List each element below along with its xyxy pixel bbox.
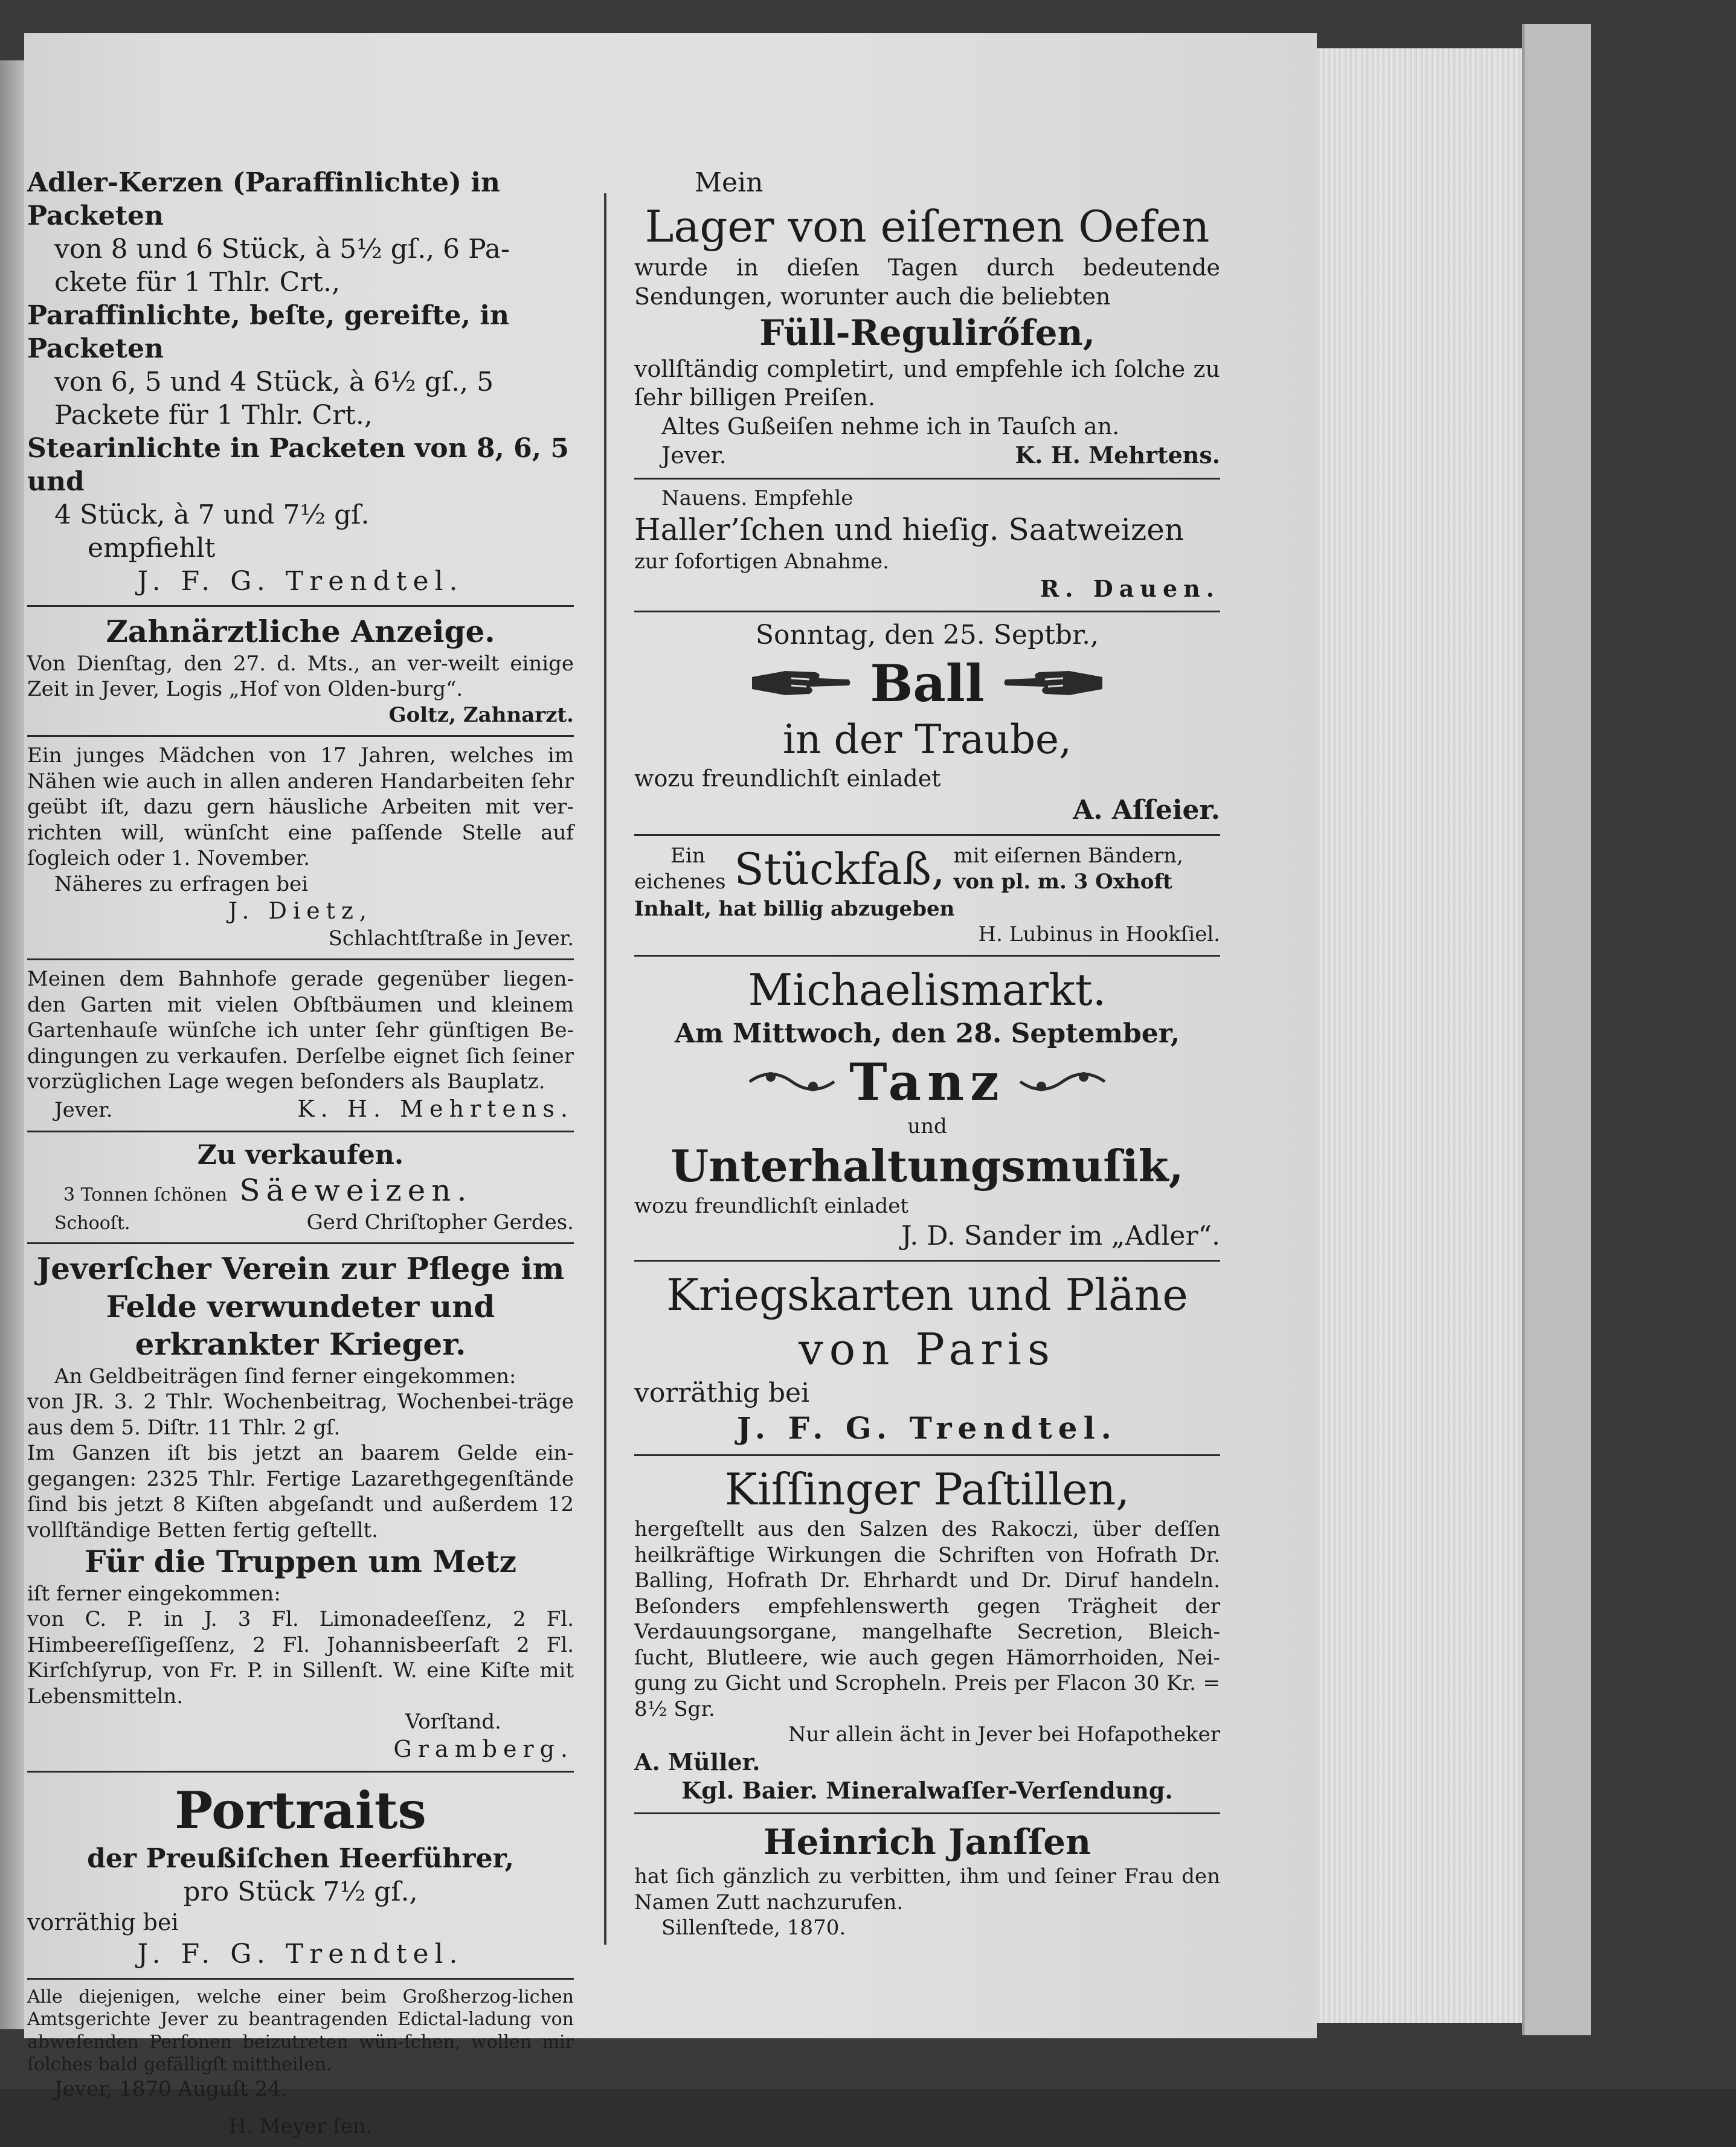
janssen-title: Heinrich Janſſen: [763, 1821, 1091, 1863]
michaelis-und: und: [907, 1114, 947, 1138]
book-page-edges: [1317, 48, 1522, 2023]
ad-maedchen: [27, 737, 574, 960]
garten-signature: K. H. Mehrtens.: [297, 1095, 574, 1122]
book-cover-board: [1522, 24, 1591, 2035]
right-column: [634, 160, 1220, 1948]
fass-ein: Ein: [670, 844, 706, 868]
zahnarzt-signature: Goltz, Zahnarzt.: [388, 702, 574, 727]
ad-verkaufen: [27, 1132, 574, 1244]
michaelis-tanz: Tanz: [849, 1051, 1005, 1112]
fass-eichenes: eichenes: [634, 869, 726, 894]
ad-garten: [27, 960, 574, 1132]
adler-line-3: ckete für 1 Thlr. Crt.,: [54, 267, 340, 298]
ad-portraits: [27, 1773, 574, 1980]
kissinger-nur: Nur allein ächt in Jever bei Hofapotheker: [788, 1722, 1220, 1747]
saatweizen-head: Nauens. Empfehle: [661, 486, 854, 510]
adler-line-6: Packete für 1 Thlr. Crt.,: [54, 400, 373, 431]
saatweizen-body: zur ſofortigen Abnahme.: [634, 549, 889, 574]
fass-body: Inhalt, hat billig abzugeben: [634, 896, 955, 921]
verein-title: Jeverſcher Verein zur Pflege im Felde verwundeter und erkrankter Krieger.: [36, 1251, 565, 1362]
verein-body-2: von JR. 3. 2 Thlr. Wochenbeitrag, Wochenbei-träge aus dem 5. Diſtr. 11 Thlr. 2 gſ.: [27, 1390, 574, 1440]
ball-title: Ball: [870, 653, 985, 713]
verkaufen-signature: Gerd Chriſtopher Gerdes.: [306, 1210, 574, 1234]
michaelis-signature: J. D. Sander im „Adler“.: [901, 1220, 1220, 1251]
ad-janssen: [634, 1814, 1220, 1948]
ofen-signature: K. H. Mehrtens.: [1015, 441, 1220, 469]
adler-line-1: Adler-Kerzen (Paraffinlichte) in Packeten: [27, 167, 500, 231]
maedchen-body: Ein junges Mädchen von 17 Jahren, welches im Nähen wie auch in allen anderen Handarbeiten ſehr geübt iſt, dazu gern häusliche Arbeiten mit ver-richten will, wünſcht eine paſſende Stelle auf ſogleich oder 1. November.: [27, 743, 574, 870]
ofen-subtitle: Füll-Regulirőfen,: [759, 312, 1095, 353]
pointing-hand-right-icon: [749, 659, 852, 707]
adler-line-5: von 6, 5 und 4 Stück, à 6½ gſ., 5: [54, 367, 494, 397]
garten-body: Meinen dem Bahnhofe gerade gegenüber liegen-den Garten mit vielen Obſtbäumen und kleinem Gartenhauſe wünſche ich unter ſehr günſtigen Be-dingungen zu verkaufen. Derſelbe eignet ſich ſeiner vorzüglichen Lage wegen beſonders als Bauplatz.: [27, 967, 574, 1094]
fass-right-1: mit eiſernen Bändern,: [953, 844, 1183, 868]
maedchen-address: Schlachtſtraße in Jever.: [328, 926, 574, 951]
ofen-body: wurde in dieſen Tagen durch bedeutende Sendungen, worunter auch die beliebten: [634, 254, 1220, 310]
verein-vorstand: Vorſtand.: [405, 1710, 501, 1734]
fass-big: Stückfaß,: [734, 843, 945, 894]
ad-michaelismarkt: [634, 957, 1220, 1262]
ball-date: Sonntag, den 25. Septbr.,: [755, 619, 1099, 650]
portraits-signature: J. F. G. Trendtel.: [137, 1938, 464, 1969]
ad-ofen: [634, 160, 1220, 480]
maedchen-naeheres: Näheres zu erfragen bei: [54, 871, 309, 896]
fass-signature: H. Lubinus in Hookſiel.: [978, 922, 1220, 946]
garten-place: Jever.: [54, 1097, 113, 1122]
ad-adler-kerzen: [27, 160, 574, 607]
karten-vorraethig: vorräthig bei: [634, 1377, 810, 1408]
adler-line-8: 4 Stück, à 7 und 7½ gſ.: [54, 499, 370, 530]
edictal-signature: H. Meyer ſen.: [228, 2114, 373, 2139]
ad-edictal: [27, 1980, 574, 2147]
pointing-hand-left-icon: [1003, 659, 1105, 707]
adler-line-4: Paraffinlichte, beſte, gereifte, in Packeten: [27, 300, 509, 364]
kissinger-name: A. Müller.: [634, 1748, 760, 1776]
portraits-vorraethig: vorräthig bei: [27, 1909, 179, 1936]
karten-title-1: Kriegskarten und Pläne: [666, 1269, 1188, 1320]
michaelis-musik: Unterhaltungsmuſik,: [670, 1140, 1184, 1192]
verkaufen-title: Zu verkaufen.: [197, 1140, 404, 1170]
verein-body-3: Im Ganzen iſt bis jetzt an baarem Gelde ein-gegangen: 2325 Thlr. Fertige Lazarethgegenſtände ſind bis jetzt 8 Kiſten abgeſandt und außerdem 12 vollſtändige Betten fertig geſtellt.: [27, 1441, 574, 1542]
portraits-subtitle: der Preußiſchen Heerführer,: [87, 1843, 514, 1874]
verein-body-1: An Geldbeiträgen ſind ferner eingekommen:: [54, 1364, 516, 1388]
verkaufen-big: Säeweizen.: [239, 1173, 473, 1208]
janssen-body: hat ſich gänzlich zu verbitten, ihm und ſeiner Frau den Namen Zutt nachzurufen.: [634, 1864, 1220, 1914]
saatweizen-title: Haller’ſchen und hieſig. Saatweizen: [634, 512, 1185, 547]
ad-ball: [634, 612, 1220, 836]
verein-subtitle: Für die Truppen um Metz: [85, 1544, 516, 1579]
ofen-mein: Mein: [695, 167, 764, 198]
michaelis-date: Am Mittwoch, den 28. September,: [674, 1018, 1180, 1049]
ball-signature: A. Aſſeier.: [1073, 794, 1220, 826]
verkaufen-place: Schooſt.: [54, 1212, 130, 1234]
saatweizen-signature: R. Dauen.: [1040, 575, 1220, 602]
kissinger-title: Kiſſinger Paſtillen,: [724, 1464, 1130, 1515]
ball-sub: in der Traube,: [782, 716, 1072, 763]
ball-invite: wozu freundlichſt einladet: [634, 765, 941, 792]
ornament-left-icon: [747, 1064, 837, 1100]
ofen-place: Jever.: [661, 442, 727, 469]
michaelis-invite: wozu freundlichſt einladet: [634, 1194, 909, 1218]
previous-page-edge: [0, 60, 24, 2029]
adler-line-7: Stearinlichte in Packeten von 8, 6, 5 und: [27, 433, 570, 497]
verein-body-4: iſt ferner eingekommen:: [27, 1581, 281, 1606]
ad-kissinger: [634, 1456, 1220, 1814]
ad-zahnarzt: [27, 607, 574, 737]
janssen-place: Sillenſtede, 1870.: [661, 1916, 846, 1940]
verein-signature: Gramberg.: [393, 1735, 574, 1762]
edictal-date: Jever, 1870 Auguſt 24.: [54, 2076, 288, 2101]
ofen-body-3: Altes Gußeiſen nehme ich in Tauſch an.: [661, 412, 1120, 440]
adler-empfiehlt: empfiehlt: [88, 533, 216, 563]
ad-saatweizen: [634, 480, 1220, 612]
verein-body-5: von C. P. in J. 3 Fl. Limonadeeſſenz, 2 Fl. Himbeereſſigeſſenz, 2 Fl. Johannisbeerſaft 2 Fl. Kirſchſyrup, von Fr. P. in Sillenſt. W. eine Kiſte mit Lebensmitteln.: [27, 1607, 574, 1709]
ofen-body-2: vollſtändig completirt, und empfehle ich ſolche zu ſehr billigen Preiſen.: [634, 355, 1220, 411]
left-column: [27, 160, 574, 2147]
ad-verein: [27, 1244, 574, 1773]
fass-right-2: von pl. m. 3 Oxhoft: [953, 869, 1172, 894]
maedchen-name: J. Dietz,: [228, 897, 373, 924]
ofen-title: Lager von eiſernen Oefen: [645, 201, 1210, 252]
ad-kriegskarten: [634, 1262, 1220, 1457]
portraits-price: pro Stück 7½ gſ.,: [183, 1876, 418, 1907]
ornament-right-icon: [1017, 1064, 1108, 1100]
ad-stueckfass: [634, 836, 1220, 957]
portraits-title: Portraits: [175, 1780, 426, 1840]
column-divider: [604, 193, 606, 1945]
kissinger-body: hergeſtellt aus den Salzen des Rakoczi, über deſſen heilkräftige Wirkungen die Schriften von Hofrath Dr. Balling, Hofrath Dr. Ehrhardt und Dr. Diruf handeln. Beſonders empfehlenswerth gegen Trägheit der Verdauungsorgane, mangelhafte Secretion, Bleich-ſucht, Blutleere, wie auch gegen Hämorrhoiden, Nei-gung zu Gicht und Scropheln. Preis per Flacon 30 Kr. = 8½ Sgr.: [634, 1517, 1220, 1721]
michaelis-title: Michaelismarkt.: [748, 964, 1107, 1015]
karten-signature: J. F. G. Trendtel.: [737, 1410, 1117, 1446]
verkaufen-line-left: 3 Tonnen ſchönen: [63, 1184, 228, 1205]
adler-signature: J. F. G. Trendtel.: [137, 566, 464, 597]
kissinger-footer: Kgl. Baier. Mineralwaſſer-Verſendung.: [681, 1777, 1173, 1804]
edictal-body: Alle diejenigen, welche einer beim Großherzog-lichen Amtsgerichte Jever zu beantragenden Edictal-ladung von abweſenden Perſonen beizutreten wün-ſchen, wollen mir ſolches bald gefälligſt mittheilen.: [27, 1986, 574, 2075]
zahnarzt-body: Von Dienſtag, den 27. d. Mts., an ver-weilt einige Zeit in Jever, Logis „Hof von Olden-burg“.: [27, 651, 574, 701]
karten-title-2: von Paris: [799, 1323, 1056, 1375]
adler-line-2: von 8 und 6 Stück, à 5½ gſ., 6 Pa-: [54, 234, 510, 265]
zahnarzt-title: Zahnärztliche Anzeige.: [106, 614, 495, 649]
